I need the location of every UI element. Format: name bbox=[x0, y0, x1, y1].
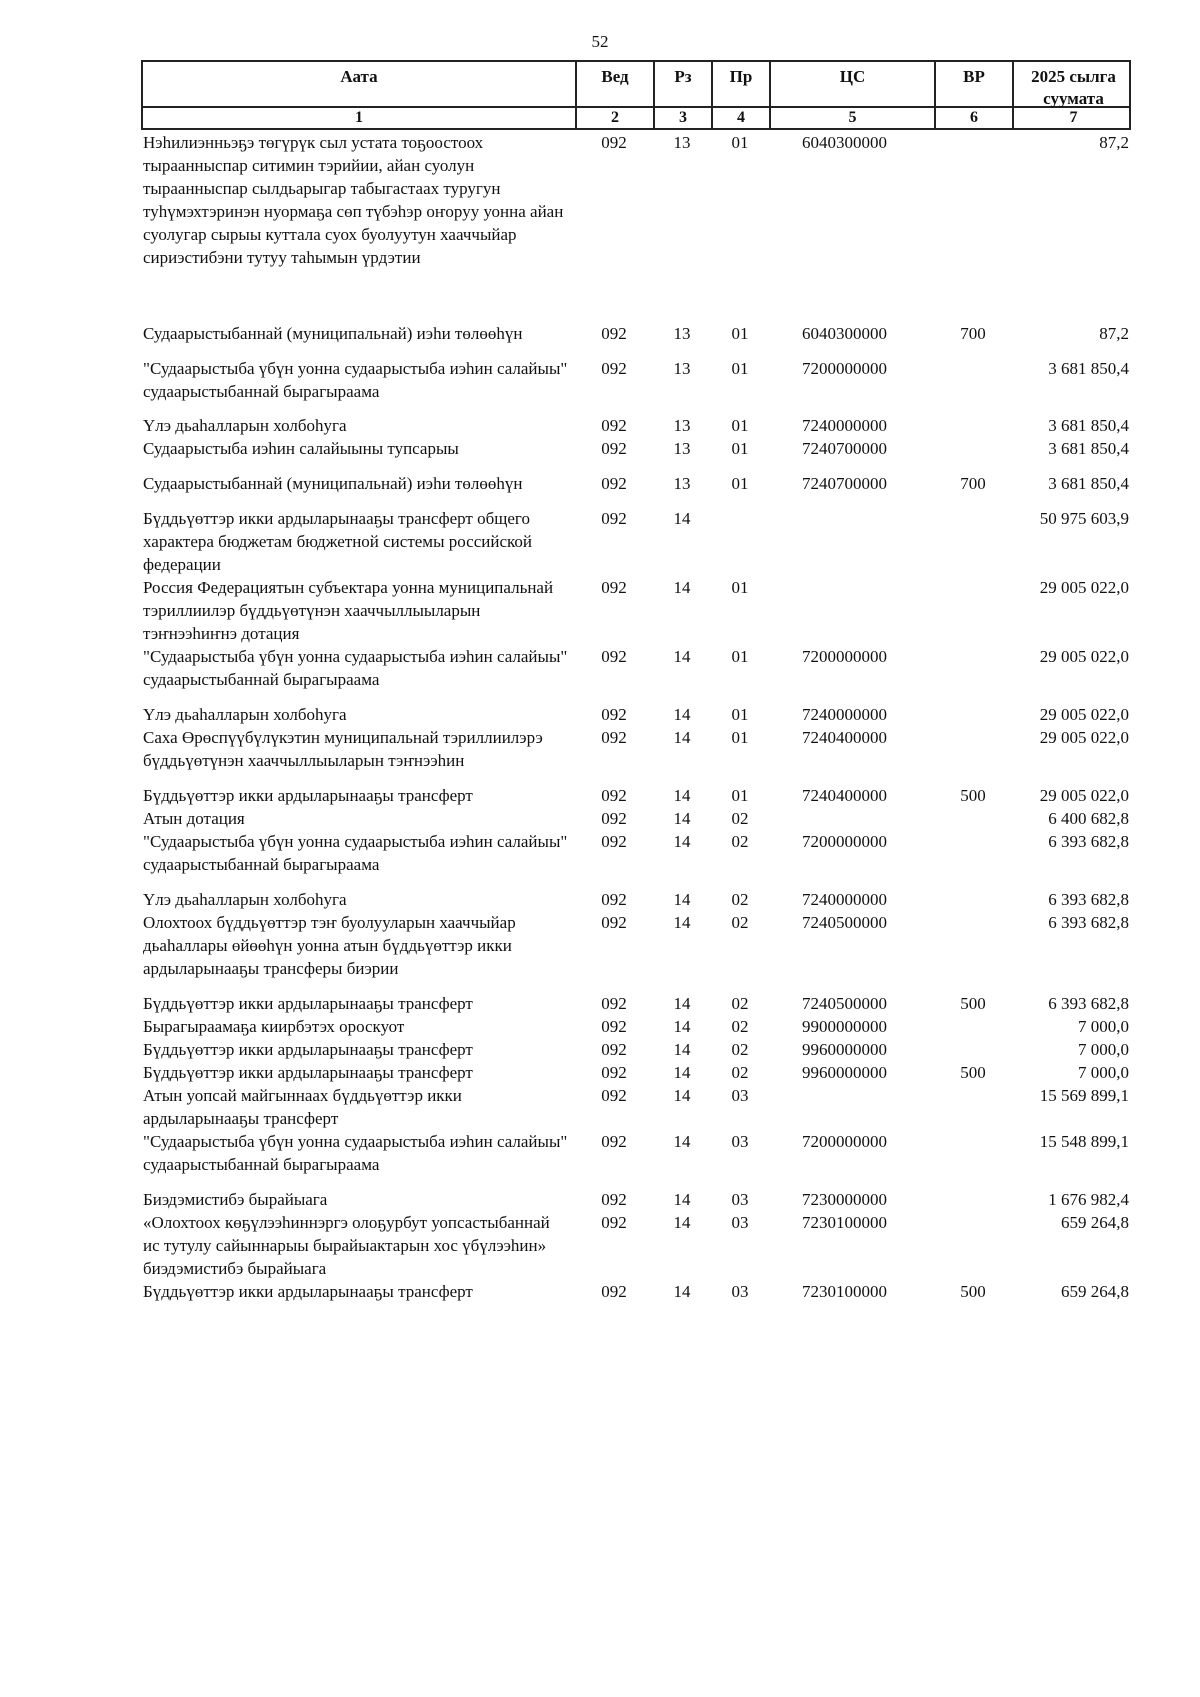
row-pr: 01 bbox=[731, 359, 749, 378]
row-ved: 092 bbox=[601, 1190, 627, 1209]
row-rz: 14 bbox=[673, 1017, 691, 1036]
row-vr bbox=[934, 645, 1012, 691]
row-vr bbox=[934, 888, 1012, 911]
row-ved: 092 bbox=[601, 890, 627, 909]
column-number: 3 bbox=[655, 108, 713, 128]
table-row bbox=[141, 472, 1131, 495]
row-vr bbox=[934, 1130, 1012, 1176]
table-row bbox=[141, 784, 1131, 807]
row-cs: 7230100000 bbox=[802, 1282, 887, 1301]
row-pr: 02 bbox=[731, 1017, 749, 1036]
row-pr bbox=[711, 507, 769, 576]
row-vr bbox=[934, 1211, 1012, 1280]
row-name: Үлэ дьаһалларын холбоһуга bbox=[143, 416, 347, 435]
row-rz: 14 bbox=[673, 1063, 691, 1082]
column-number: 1 bbox=[143, 108, 577, 128]
row-rz: 14 bbox=[673, 578, 691, 597]
row-vr bbox=[934, 1038, 1012, 1061]
row-pr: 02 bbox=[731, 913, 749, 932]
table-row bbox=[141, 414, 1131, 437]
row-cs: 6040300000 bbox=[802, 133, 887, 152]
row-ved: 092 bbox=[601, 1132, 627, 1151]
row-amount: 87,2 bbox=[1099, 324, 1129, 343]
row-name: Судаарыстыбаннай (муниципальнай) иэһи төлөөһүн bbox=[143, 474, 523, 493]
row-ved: 092 bbox=[601, 416, 627, 435]
row-rz: 14 bbox=[673, 890, 691, 909]
row-rz: 13 bbox=[673, 324, 691, 343]
table-row bbox=[141, 357, 1131, 403]
row-vr bbox=[934, 131, 1012, 269]
header-vr: ВР bbox=[936, 62, 1014, 106]
row-cs: 7240400000 bbox=[802, 786, 887, 805]
row-name: Бүддьүөттэр икки ардыларынааҕы трансферт bbox=[143, 1063, 473, 1082]
table-row bbox=[141, 1015, 1131, 1038]
row-cs: 7240500000 bbox=[802, 994, 887, 1013]
row-name: Бүддьүөттэр икки ардыларынааҕы трансферт bbox=[143, 1282, 473, 1301]
row-name: "Судаарыстыба үбүн уонна судаарыстыба иэһин салайыы" судаарыстыбаннай бырагыраама bbox=[143, 1132, 568, 1174]
row-rz: 14 bbox=[673, 1190, 691, 1209]
row-vr: 700 bbox=[960, 324, 986, 343]
row-amount: 50 975 603,9 bbox=[1039, 509, 1129, 528]
row-rz: 14 bbox=[673, 809, 691, 828]
column-number-row bbox=[141, 106, 1131, 130]
row-vr bbox=[934, 703, 1012, 726]
header-rz: Рз bbox=[655, 62, 713, 106]
row-cs: 7200000000 bbox=[802, 647, 887, 666]
row-cs: 7230000000 bbox=[802, 1190, 887, 1209]
row-ved: 092 bbox=[601, 786, 627, 805]
row-vr bbox=[934, 726, 1012, 772]
row-vr bbox=[934, 807, 1012, 830]
table-row bbox=[141, 131, 1131, 269]
row-pr: 03 bbox=[731, 1086, 749, 1105]
row-pr: 01 bbox=[731, 474, 749, 493]
row-name: Олохтоох бүддьүөттэр тэҥ буолууларын хааччыйар дьаһаллары өйөөһүн уонна атын бүддьүөттэр икки ардыларынааҕы трансферы биэрии bbox=[143, 913, 516, 978]
row-amount: 3 681 850,4 bbox=[1048, 439, 1129, 458]
row-name: Россия Федерациятын субъектара уонна муниципальнай тэриллиилэр бүддьүөтүнэн хааччыллыыларын тэҥнээһиҥнэ дотация bbox=[143, 578, 554, 643]
table-row bbox=[141, 911, 1131, 980]
row-rz: 14 bbox=[673, 1282, 691, 1301]
row-vr bbox=[934, 357, 1012, 403]
row-pr: 03 bbox=[731, 1282, 749, 1301]
row-ved: 092 bbox=[601, 474, 627, 493]
row-rz: 14 bbox=[673, 994, 691, 1013]
row-cs: 9960000000 bbox=[802, 1063, 887, 1082]
row-pr: 01 bbox=[731, 416, 749, 435]
row-cs: 6040300000 bbox=[802, 324, 887, 343]
row-name: Саха Өрөспүүбүлүкэтин муниципальнай тэриллиилэрэ бүддьүөтүнэн хааччыллыыларын тэҥнээһин bbox=[143, 728, 543, 770]
row-vr: 500 bbox=[960, 1063, 986, 1082]
table-row bbox=[141, 703, 1131, 726]
row-ved: 092 bbox=[601, 728, 627, 747]
row-vr bbox=[934, 576, 1012, 645]
row-pr: 01 bbox=[731, 705, 749, 724]
table-row bbox=[141, 1130, 1131, 1176]
row-ved: 092 bbox=[601, 324, 627, 343]
row-cs: 7240000000 bbox=[802, 416, 887, 435]
row-amount: 3 681 850,4 bbox=[1048, 474, 1129, 493]
row-cs bbox=[769, 807, 934, 830]
row-name: Судаарыстыба иэһин салайыыны тупсарыы bbox=[143, 439, 459, 458]
row-name: Атын уопсай майгыннаах бүддьүөттэр икки ардыларынааҕы трансферт bbox=[143, 1086, 462, 1128]
row-amount: 1 676 982,4 bbox=[1048, 1190, 1129, 1209]
row-rz: 14 bbox=[673, 786, 691, 805]
row-name: Судаарыстыбаннай (муниципальнай) иэһи төлөөһүн bbox=[143, 324, 523, 343]
table-row bbox=[141, 830, 1131, 876]
row-vr bbox=[934, 830, 1012, 876]
row-amount: 29 005 022,0 bbox=[1039, 786, 1129, 805]
row-amount: 7 000,0 bbox=[1078, 1040, 1129, 1059]
row-name: Атын дотация bbox=[143, 809, 245, 828]
row-ved: 092 bbox=[601, 1213, 627, 1232]
row-amount: 29 005 022,0 bbox=[1039, 578, 1129, 597]
header-pr: Пр bbox=[713, 62, 771, 106]
table-row bbox=[141, 645, 1131, 691]
row-pr: 02 bbox=[731, 890, 749, 909]
column-number: 4 bbox=[713, 108, 771, 128]
row-amount: 29 005 022,0 bbox=[1039, 705, 1129, 724]
row-amount: 3 681 850,4 bbox=[1048, 416, 1129, 435]
row-pr: 01 bbox=[731, 578, 749, 597]
budget-table bbox=[141, 60, 1131, 1303]
row-amount: 6 393 682,8 bbox=[1048, 890, 1129, 909]
table-row bbox=[141, 437, 1131, 460]
table-header-row bbox=[141, 60, 1131, 106]
row-amount: 7 000,0 bbox=[1078, 1017, 1129, 1036]
row-vr: 500 bbox=[960, 786, 986, 805]
table-row bbox=[141, 888, 1131, 911]
header-amount: 2025 сылга суумата bbox=[1031, 67, 1116, 108]
row-ved: 092 bbox=[601, 509, 627, 528]
row-cs: 7200000000 bbox=[802, 359, 887, 378]
header-name: Аата bbox=[143, 62, 577, 106]
row-name: "Судаарыстыба үбүн уонна судаарыстыба иэһин салайыы" судаарыстыбаннай бырагыраама bbox=[143, 647, 568, 689]
row-ved: 092 bbox=[601, 1063, 627, 1082]
row-amount: 15 569 899,1 bbox=[1039, 1086, 1129, 1105]
table-row bbox=[141, 1061, 1131, 1084]
row-ved: 092 bbox=[601, 359, 627, 378]
row-amount: 29 005 022,0 bbox=[1039, 728, 1129, 747]
row-rz: 14 bbox=[673, 509, 691, 528]
column-number: 5 bbox=[771, 108, 936, 128]
row-vr bbox=[934, 437, 1012, 460]
table-row bbox=[141, 1038, 1131, 1061]
row-pr: 02 bbox=[731, 1063, 749, 1082]
row-ved: 092 bbox=[601, 705, 627, 724]
row-pr: 03 bbox=[731, 1190, 749, 1209]
table-row bbox=[141, 1280, 1131, 1303]
row-vr bbox=[934, 911, 1012, 980]
row-ved: 092 bbox=[601, 809, 627, 828]
row-vr bbox=[934, 1015, 1012, 1038]
row-name: «Олохтоох көҕүлээһиннэргэ олоҕурбут уопсастыбаннай ис тутулу сайыннарыы бырайыактарын хос үбүлээһин» биэдэмистибэ бырайыага bbox=[143, 1213, 550, 1278]
row-pr: 01 bbox=[731, 324, 749, 343]
header-cs: ЦС bbox=[771, 62, 936, 106]
row-cs: 7200000000 bbox=[802, 832, 887, 851]
row-amount: 29 005 022,0 bbox=[1039, 647, 1129, 666]
row-cs: 7240700000 bbox=[802, 474, 887, 493]
row-cs: 9960000000 bbox=[802, 1040, 887, 1059]
row-cs bbox=[769, 576, 934, 645]
row-rz: 14 bbox=[673, 1213, 691, 1232]
row-cs bbox=[769, 1084, 934, 1130]
table-row bbox=[141, 1188, 1131, 1211]
row-cs: 7240500000 bbox=[802, 913, 887, 932]
row-name: Үлэ дьаһалларын холбоһуга bbox=[143, 705, 347, 724]
row-name: Үлэ дьаһалларын холбоһуга bbox=[143, 890, 347, 909]
row-pr: 01 bbox=[731, 439, 749, 458]
table-row bbox=[141, 726, 1131, 772]
row-pr: 02 bbox=[731, 994, 749, 1013]
row-vr: 700 bbox=[960, 474, 986, 493]
column-number: 6 bbox=[936, 108, 1014, 128]
row-ved: 092 bbox=[601, 439, 627, 458]
row-rz: 14 bbox=[673, 647, 691, 666]
row-amount: 7 000,0 bbox=[1078, 1063, 1129, 1082]
row-ved: 092 bbox=[601, 1017, 627, 1036]
row-name: Бүддьүөттэр икки ардыларынааҕы трансферт bbox=[143, 1040, 473, 1059]
row-ved: 092 bbox=[601, 1282, 627, 1301]
row-vr: 500 bbox=[960, 1282, 986, 1301]
row-rz: 14 bbox=[673, 705, 691, 724]
row-ved: 092 bbox=[601, 578, 627, 597]
row-vr bbox=[934, 414, 1012, 437]
row-amount: 659 264,8 bbox=[1061, 1213, 1129, 1232]
row-rz: 14 bbox=[673, 1132, 691, 1151]
row-name: Бүддьүөттэр икки ардыларынааҕы трансферт bbox=[143, 786, 473, 805]
row-cs: 7200000000 bbox=[802, 1132, 887, 1151]
row-cs: 9900000000 bbox=[802, 1017, 887, 1036]
row-cs: 7240000000 bbox=[802, 705, 887, 724]
column-number: 7 bbox=[1069, 109, 1078, 126]
row-amount: 3 681 850,4 bbox=[1048, 359, 1129, 378]
row-amount: 6 393 682,8 bbox=[1048, 994, 1129, 1013]
row-name: "Судаарыстыба үбүн уонна судаарыстыба иэһин салайыы" судаарыстыбаннай бырагыраама bbox=[143, 832, 568, 874]
row-name: Биэдэмистибэ бырайыага bbox=[143, 1190, 328, 1209]
row-rz: 13 bbox=[673, 474, 691, 493]
row-name: Бүддьүөттэр икки ардыларынааҕы трансферт bbox=[143, 994, 473, 1013]
row-rz: 13 bbox=[673, 359, 691, 378]
table-row bbox=[141, 576, 1131, 645]
row-amount: 6 393 682,8 bbox=[1048, 832, 1129, 851]
row-amount: 6 400 682,8 bbox=[1048, 809, 1129, 828]
row-amount: 87,2 bbox=[1099, 133, 1129, 152]
row-rz: 14 bbox=[673, 832, 691, 851]
row-rz: 13 bbox=[673, 133, 691, 152]
row-ved: 092 bbox=[601, 913, 627, 932]
row-name: Бырагыраамаҕа киирбэтэх ороскуот bbox=[143, 1017, 405, 1036]
row-rz: 13 bbox=[673, 416, 691, 435]
row-vr: 500 bbox=[960, 994, 986, 1013]
row-amount: 15 548 899,1 bbox=[1039, 1132, 1129, 1151]
row-cs: 7240700000 bbox=[802, 439, 887, 458]
row-amount: 659 264,8 bbox=[1061, 1282, 1129, 1301]
row-ved: 092 bbox=[601, 1040, 627, 1059]
row-ved: 092 bbox=[601, 1086, 627, 1105]
row-ved: 092 bbox=[601, 832, 627, 851]
row-pr: 01 bbox=[731, 728, 749, 747]
table-row bbox=[141, 1211, 1131, 1280]
row-pr: 01 bbox=[731, 647, 749, 666]
row-vr bbox=[934, 507, 1012, 576]
table-body bbox=[141, 131, 1131, 1303]
row-pr: 03 bbox=[731, 1213, 749, 1232]
row-pr: 03 bbox=[731, 1132, 749, 1151]
row-name: Бүддьүөттэр икки ардыларынааҕы трансферт общего характера бюджетам бюджетной системы российской федерации bbox=[143, 509, 532, 574]
row-vr bbox=[934, 1084, 1012, 1130]
row-rz: 14 bbox=[673, 728, 691, 747]
row-ved: 092 bbox=[601, 133, 627, 152]
row-amount: 6 393 682,8 bbox=[1048, 913, 1129, 932]
row-pr: 01 bbox=[731, 786, 749, 805]
row-ved: 092 bbox=[601, 647, 627, 666]
row-cs bbox=[769, 507, 934, 576]
table-row bbox=[141, 1084, 1131, 1130]
row-rz: 13 bbox=[673, 439, 691, 458]
header-ved: Вед bbox=[577, 62, 655, 106]
row-rz: 14 bbox=[673, 1040, 691, 1059]
row-cs: 7230100000 bbox=[802, 1213, 887, 1232]
row-name: "Судаарыстыба үбүн уонна судаарыстыба иэһин салайыы" судаарыстыбаннай бырагыраама bbox=[143, 359, 568, 401]
row-pr: 02 bbox=[731, 809, 749, 828]
table-row bbox=[141, 322, 1131, 345]
row-pr: 01 bbox=[731, 133, 749, 152]
table-row bbox=[141, 992, 1131, 1015]
row-cs: 7240400000 bbox=[802, 728, 887, 747]
row-cs: 7240000000 bbox=[802, 890, 887, 909]
column-number: 2 bbox=[577, 108, 655, 128]
row-ved: 092 bbox=[601, 994, 627, 1013]
table-row bbox=[141, 507, 1131, 576]
row-pr: 02 bbox=[731, 1040, 749, 1059]
row-vr bbox=[934, 1188, 1012, 1211]
row-rz: 14 bbox=[673, 1086, 691, 1105]
table-row bbox=[141, 807, 1131, 830]
page-number: 52 bbox=[591, 32, 609, 51]
row-name: Нэһилиэнньэҕэ төгүрүк сыл устата тоҕоостоох тыраанныспар ситимин тэрийии, айан суолун тыраанныспар сылдьарыгар табыгастаах туругун туһүмэхтэринэн нуормаҕа сөп түбэһэр оҥоруу уонна айан суолугар сырыы куттала суох буолуутун хааччыйар сириэстибэни тутуу таһымын үрдэтии bbox=[143, 133, 564, 267]
row-rz: 14 bbox=[673, 913, 691, 932]
row-pr: 02 bbox=[731, 832, 749, 851]
